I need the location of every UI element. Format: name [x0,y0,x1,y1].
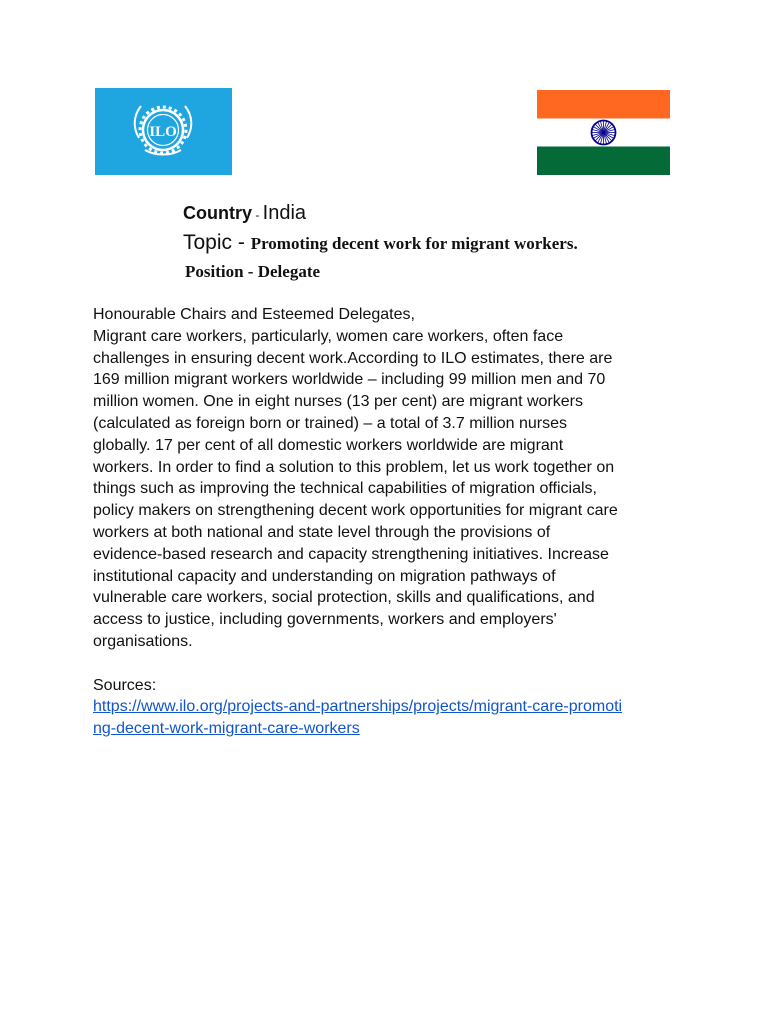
ilo-emblem-text: ILO [149,124,177,140]
paragraph-line: (calculated as foreign born or trained) – a total of 3.7 million nurses [93,414,568,432]
ilo-logo [95,88,232,175]
paragraph-line: things such as improving the technical capabilities of migration officials, [93,480,597,498]
source-link[interactable] [93,696,683,740]
india-flag-icon [537,90,670,175]
paragraph-line: globally. 17 per cent of all domestic workers worldwide are migrant [93,436,564,454]
paragraph-line: institutional capacity and understanding on migration pathways of [93,567,556,585]
source-link-line: ng-decent-work-migrant-care-workers [93,720,360,738]
topic-value: Promoting decent work for migrant workers. [250,234,578,253]
ilo-emblem-icon [95,88,232,175]
paragraph-line: policy makers on strengthening decent work opportunities for migrant care [93,502,618,520]
paragraph-line: Migrant care workers, particularly, women care workers, often face [93,327,564,345]
country-value: India [262,202,307,224]
source-link-line: https://www.ilo.org/projects-and-partnerships/projects/migrant-care-promoti [93,698,623,716]
country-separator: - [252,208,263,222]
paragraph-line: million women. One in eight nurses (13 per cent) are migrant workers [93,393,583,411]
header-block [183,200,743,285]
paragraph-line: 169 million migrant workers worldwide – including 99 million men and 70 [93,371,606,389]
paragraph-line: workers at both national and state level through the provisions of [93,523,551,541]
india-flag [537,90,670,175]
paragraph-line: organisations. [93,632,193,650]
sources-section [93,675,683,740]
salutation: Honourable Chairs and Esteemed Delegates, [93,306,415,323]
paragraph-line: access to justice, including governments, workers and employers' [93,611,557,629]
paragraph-line: workers. In order to find a solution to this problem, let us work together on [93,458,615,476]
paragraph-line: challenges in ensuring decent work.According to ILO estimates, there are [93,349,613,367]
paragraph-line: vulnerable care workers, social protection, skills and qualifications, and [93,589,595,607]
country-label: Country [183,203,252,223]
main-paragraph [93,326,683,653]
position-line: Position - Delegate [185,262,321,281]
topic-label: Topic - [183,231,251,254]
country-line [183,200,743,228]
body-text [93,304,683,740]
paragraph-line: evidence-based research and capacity strengthening initiatives. Increase [93,545,609,563]
sources-label: Sources: [93,676,157,694]
topic-line [183,228,743,259]
